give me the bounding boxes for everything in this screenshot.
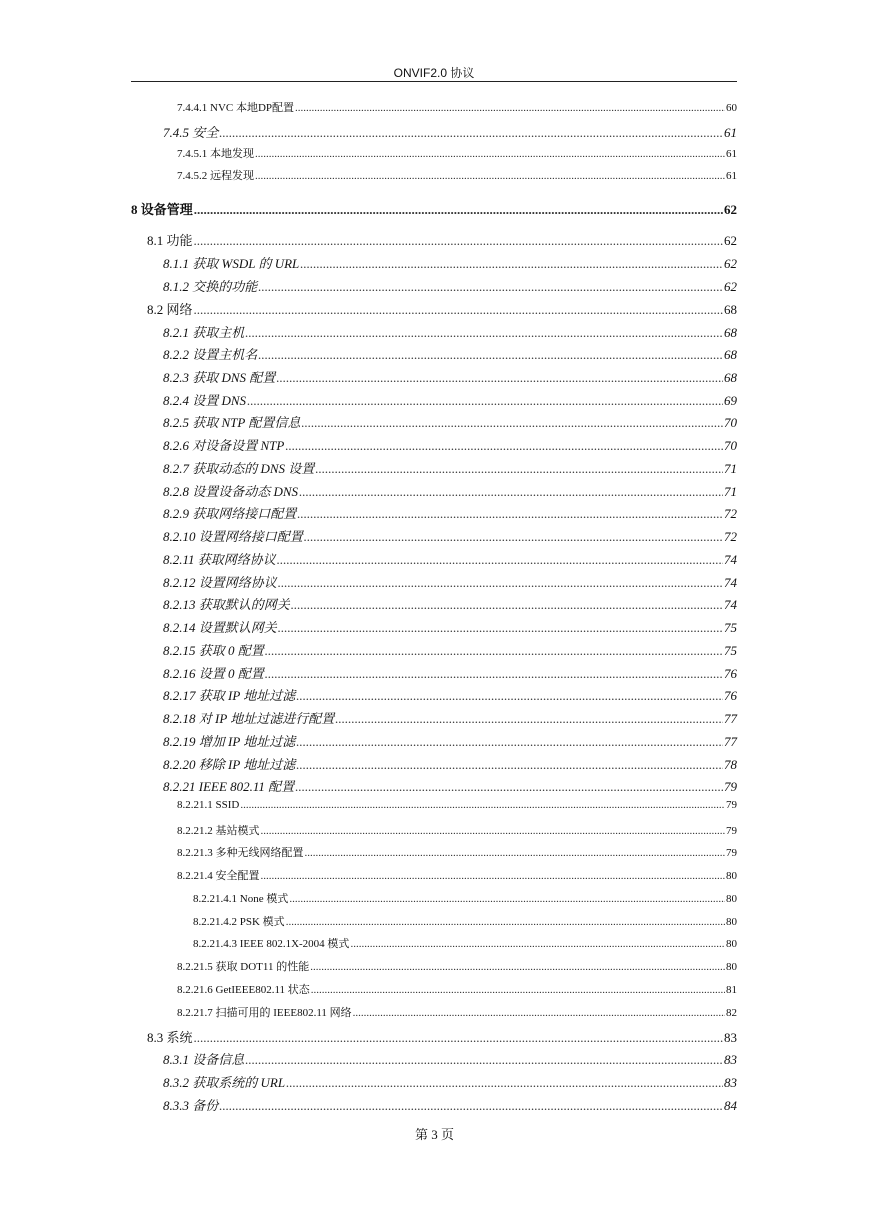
toc-dot-leader bbox=[310, 961, 725, 973]
toc-entry[interactable] bbox=[163, 731, 737, 750]
toc-entry[interactable] bbox=[163, 367, 737, 386]
toc-entry-title: 8.2.16 设置 0 配置 bbox=[163, 666, 264, 681]
toc-entry-title: 8.2.21.4.3 IEEE 802.1X-2004 模式 bbox=[193, 938, 350, 950]
toc-entry-page: 68 bbox=[724, 347, 737, 362]
toc-entry-title: 8.3.3 备份 bbox=[163, 1098, 219, 1113]
toc-dot-leader bbox=[255, 170, 725, 182]
toc-entry[interactable] bbox=[131, 199, 737, 218]
toc-entry-page: 83 bbox=[724, 1052, 737, 1067]
toc-entry[interactable] bbox=[177, 799, 737, 811]
toc-entry-page: 68 bbox=[724, 325, 737, 340]
toc-entry-title: 7.4.5.2 远程发现 bbox=[177, 170, 254, 182]
toc-entry-page: 76 bbox=[724, 688, 737, 703]
toc-entry-page: 61 bbox=[726, 170, 737, 182]
toc-entry-title: 8.3.1 设备信息 bbox=[163, 1052, 245, 1067]
toc-dot-leader bbox=[258, 279, 723, 295]
toc-entry-page: 75 bbox=[724, 620, 737, 635]
toc-entry-page: 80 bbox=[726, 893, 737, 905]
toc-entry-title: 8.2.9 获取网络接口配置 bbox=[163, 506, 297, 521]
toc-entry-page: 79 bbox=[726, 825, 737, 837]
toc-entry-page: 61 bbox=[726, 148, 737, 160]
toc-entry[interactable] bbox=[163, 390, 737, 409]
toc-entry-title: 8.2.13 获取默认的网关 bbox=[163, 597, 290, 612]
toc-entry[interactable] bbox=[163, 1095, 737, 1114]
toc-entry-title: 8.2 网络 bbox=[147, 302, 193, 317]
toc-entry-title: 8.2.18 对 IP 地址过滤进行配置 bbox=[163, 711, 335, 726]
toc-dot-leader bbox=[295, 779, 723, 795]
toc-dot-leader bbox=[240, 799, 725, 811]
toc-entry-title: 8.2.21.2 基站模式 bbox=[177, 825, 260, 837]
toc-dot-leader bbox=[353, 1007, 725, 1019]
toc-entry-page: 62 bbox=[724, 279, 737, 294]
toc-entry-page: 75 bbox=[724, 643, 737, 658]
toc-dot-leader bbox=[265, 666, 723, 682]
toc-entry-title: 8.2.21.4.1 None 模式 bbox=[193, 893, 289, 905]
toc-dot-leader bbox=[300, 256, 723, 272]
page-footer: 第 3 页 bbox=[414, 1127, 454, 1142]
toc-entry[interactable] bbox=[193, 913, 737, 929]
toc-entry-page: 84 bbox=[724, 1098, 737, 1113]
toc-dot-leader bbox=[286, 1075, 723, 1091]
toc-dot-leader bbox=[305, 847, 726, 859]
toc-dot-leader bbox=[276, 370, 723, 386]
toc-entry-title: 8.2.8 设置设备动态 DNS bbox=[163, 484, 299, 499]
toc-entry[interactable] bbox=[163, 640, 737, 659]
toc-entry-title: 8.1 功能 bbox=[147, 233, 193, 248]
toc-entry-title: 8.3.2 获取系统的 URL bbox=[163, 1075, 286, 1090]
toc-entry[interactable] bbox=[163, 549, 737, 568]
toc-entry-page: 69 bbox=[724, 393, 737, 408]
toc-entry-page: 77 bbox=[724, 711, 737, 726]
toc-entry[interactable] bbox=[147, 1027, 737, 1046]
toc-entry-page: 76 bbox=[724, 666, 737, 681]
toc-dot-leader bbox=[255, 148, 725, 160]
toc-entry-page: 83 bbox=[724, 1030, 737, 1045]
toc-entry-page: 80 bbox=[726, 916, 737, 928]
toc-entry-title: 8.2.19 增加 IP 地址过滤 bbox=[163, 734, 296, 749]
toc-entry-title: 8.2.21.4 安全配置 bbox=[177, 870, 260, 882]
toc-entry-title: 8.2.10 设置网络接口配置 bbox=[163, 529, 303, 544]
toc-entry-page: 74 bbox=[724, 575, 737, 590]
toc-dot-leader bbox=[296, 757, 723, 773]
toc-entry-page: 74 bbox=[724, 597, 737, 612]
toc-entry[interactable] bbox=[177, 145, 737, 161]
toc-entry[interactable] bbox=[163, 776, 737, 795]
toc-entry[interactable] bbox=[163, 344, 737, 363]
toc-entry[interactable] bbox=[163, 685, 737, 704]
toc-entry-page: 60 bbox=[726, 102, 737, 114]
toc-entry-page: 79 bbox=[724, 779, 737, 794]
toc-entry-title: 8.1.1 获取 WSDL 的 URL bbox=[163, 256, 300, 271]
toc-entry[interactable] bbox=[163, 617, 737, 636]
toc-dot-leader bbox=[194, 302, 723, 318]
toc-entry-title: 8.2.21.4.2 PSK 模式 bbox=[193, 916, 285, 928]
toc-dot-leader bbox=[295, 102, 725, 114]
toc-dot-leader bbox=[285, 438, 723, 454]
toc-dot-leader bbox=[350, 938, 725, 950]
toc-dot-leader bbox=[258, 347, 723, 363]
toc-dot-leader bbox=[194, 1030, 723, 1046]
toc-dot-leader bbox=[245, 1052, 723, 1068]
toc-entry-title: 8.2.14 设置默认网关 bbox=[163, 620, 277, 635]
toc-dot-leader bbox=[315, 461, 723, 477]
toc-entry[interactable] bbox=[193, 935, 737, 951]
toc-dot-leader bbox=[247, 393, 723, 409]
toc-entry[interactable] bbox=[163, 1072, 737, 1091]
toc-entry-page: 71 bbox=[724, 461, 737, 476]
toc-entry[interactable] bbox=[163, 481, 737, 500]
toc-entry[interactable] bbox=[177, 167, 737, 183]
toc-entry[interactable] bbox=[163, 503, 737, 522]
page-header: ONVIF2.0 协议 bbox=[393, 66, 475, 80]
toc-entry[interactable] bbox=[163, 276, 737, 295]
toc-entry[interactable] bbox=[177, 1004, 737, 1020]
toc-entry[interactable] bbox=[163, 322, 737, 341]
toc-dot-leader bbox=[296, 734, 723, 750]
toc-entry-title: 8.2.21.5 获取 DOT11 的性能 bbox=[177, 961, 310, 973]
toc-entry[interactable] bbox=[177, 99, 737, 115]
toc-entry-page: 70 bbox=[724, 438, 737, 453]
toc-entry-title: 8.2.11 获取网络协议 bbox=[163, 552, 276, 567]
toc-entry[interactable] bbox=[147, 299, 737, 318]
toc-dot-leader bbox=[278, 575, 723, 591]
toc-entry-page: 81 bbox=[726, 984, 737, 996]
toc-entry-page: 79 bbox=[726, 799, 737, 811]
toc-entry-page: 68 bbox=[724, 370, 737, 385]
toc-entry-title: 8.2.12 设置网络协议 bbox=[163, 575, 277, 590]
toc-entry[interactable] bbox=[177, 981, 737, 997]
toc-entry-title: 8.2.15 获取 0 配置 bbox=[163, 643, 264, 658]
toc-entry-page: 80 bbox=[726, 961, 737, 973]
toc-entry[interactable] bbox=[163, 458, 737, 477]
toc-dot-leader bbox=[219, 125, 723, 141]
toc-entry[interactable] bbox=[163, 122, 737, 141]
toc-dot-leader bbox=[291, 597, 723, 613]
toc-entry[interactable] bbox=[163, 572, 737, 591]
toc-entry[interactable] bbox=[163, 526, 737, 545]
toc-entry[interactable] bbox=[163, 435, 737, 454]
toc-dot-leader bbox=[301, 415, 723, 431]
toc-entry[interactable] bbox=[163, 594, 737, 613]
toc-entry-page: 80 bbox=[726, 938, 737, 950]
toc-dot-leader bbox=[278, 620, 723, 636]
toc-entry-page: 70 bbox=[724, 415, 737, 430]
toc-dot-leader bbox=[289, 893, 725, 905]
toc-entry-page: 80 bbox=[726, 870, 737, 882]
toc-entry-page: 68 bbox=[724, 302, 737, 317]
toc-entry-page: 74 bbox=[724, 552, 737, 567]
toc-entry-page: 79 bbox=[726, 847, 737, 859]
toc-dot-leader bbox=[265, 643, 723, 659]
toc-entry[interactable] bbox=[163, 1049, 737, 1068]
toc-entry[interactable] bbox=[163, 253, 737, 272]
toc-entry-title: 8.2.17 获取 IP 地址过滤 bbox=[163, 688, 296, 703]
toc-dot-leader bbox=[194, 233, 723, 249]
toc-entry-page: 83 bbox=[724, 1075, 737, 1090]
toc-dot-leader bbox=[296, 688, 723, 704]
toc-entry-page: 78 bbox=[724, 757, 737, 772]
toc-entry[interactable] bbox=[177, 844, 737, 860]
toc-entry-title: 8.2.21.1 SSID bbox=[177, 799, 240, 811]
toc-entry-page: 62 bbox=[724, 233, 737, 248]
toc-entry-page: 82 bbox=[726, 1007, 737, 1019]
toc-entry-title: 7.4.5 安全 bbox=[163, 125, 219, 140]
toc-dot-leader bbox=[194, 202, 723, 218]
toc-entry-title: 8.2.21.7 扫描可用的 IEEE802.11 网络 bbox=[177, 1007, 352, 1019]
toc-entry-page: 72 bbox=[724, 506, 737, 521]
toc-entry-title: 8 设备管理 bbox=[131, 202, 193, 217]
toc-entry-title: 8.2.4 设置 DNS bbox=[163, 393, 247, 408]
toc-entry-page: 62 bbox=[724, 202, 737, 217]
toc-entry[interactable] bbox=[147, 230, 737, 249]
toc-entry-title: 7.4.4.1 NVC 本地DP配置 bbox=[177, 102, 295, 114]
toc-entry[interactable] bbox=[193, 890, 737, 906]
toc-dot-leader bbox=[245, 325, 723, 341]
toc-entry-page: 77 bbox=[724, 734, 737, 749]
toc-dot-leader bbox=[277, 552, 723, 568]
toc-entry-page: 71 bbox=[724, 484, 737, 499]
toc-entry-page: 61 bbox=[724, 125, 737, 140]
toc-dot-leader bbox=[286, 916, 725, 928]
toc-entry-title: 8.3 系统 bbox=[147, 1030, 193, 1045]
toc-entry-title: 7.4.5.1 本地发现 bbox=[177, 148, 254, 160]
toc-dot-leader bbox=[311, 984, 725, 996]
toc-entry-title: 8.2.3 获取 DNS 配置 bbox=[163, 370, 276, 385]
toc-entry-page: 62 bbox=[724, 256, 737, 271]
toc-entry-title: 8.2.6 对设备设置 NTP bbox=[163, 438, 285, 453]
toc-dot-leader bbox=[304, 529, 723, 545]
toc-entry[interactable] bbox=[163, 412, 737, 431]
toc-entry-title: 8.2.21.3 多种无线网络配置 bbox=[177, 847, 304, 859]
toc-entry-page: 72 bbox=[724, 529, 737, 544]
toc-entry-title: 8.1.2 交换的功能 bbox=[163, 279, 258, 294]
toc-entry-title: 8.2.20 移除 IP 地址过滤 bbox=[163, 757, 296, 772]
toc-entry-title: 8.2.5 获取 NTP 配置信息 bbox=[163, 415, 301, 430]
toc-dot-leader bbox=[299, 484, 723, 500]
toc-entry-title: 8.2.2 设置主机名 bbox=[163, 347, 258, 362]
toc-entry[interactable] bbox=[177, 958, 737, 974]
toc-entry[interactable] bbox=[177, 867, 737, 883]
toc-entry[interactable] bbox=[163, 708, 737, 727]
toc-dot-leader bbox=[297, 506, 723, 522]
toc-entry[interactable] bbox=[163, 754, 737, 773]
toc-entry-title: 8.2.1 获取主机 bbox=[163, 325, 245, 340]
toc-entry-title: 8.2.7 获取动态的 DNS 设置 bbox=[163, 461, 315, 476]
toc-dot-leader bbox=[335, 711, 723, 727]
toc-dot-leader bbox=[219, 1098, 723, 1114]
toc-entry[interactable] bbox=[163, 663, 737, 682]
toc-dot-leader bbox=[261, 825, 726, 837]
toc-entry-title: 8.2.21.6 GetIEEE802.11 状态 bbox=[177, 984, 310, 996]
toc-entry[interactable] bbox=[177, 822, 737, 838]
toc-dot-leader bbox=[261, 870, 726, 882]
toc-entry-title: 8.2.21 IEEE 802.11 配置 bbox=[163, 779, 295, 794]
